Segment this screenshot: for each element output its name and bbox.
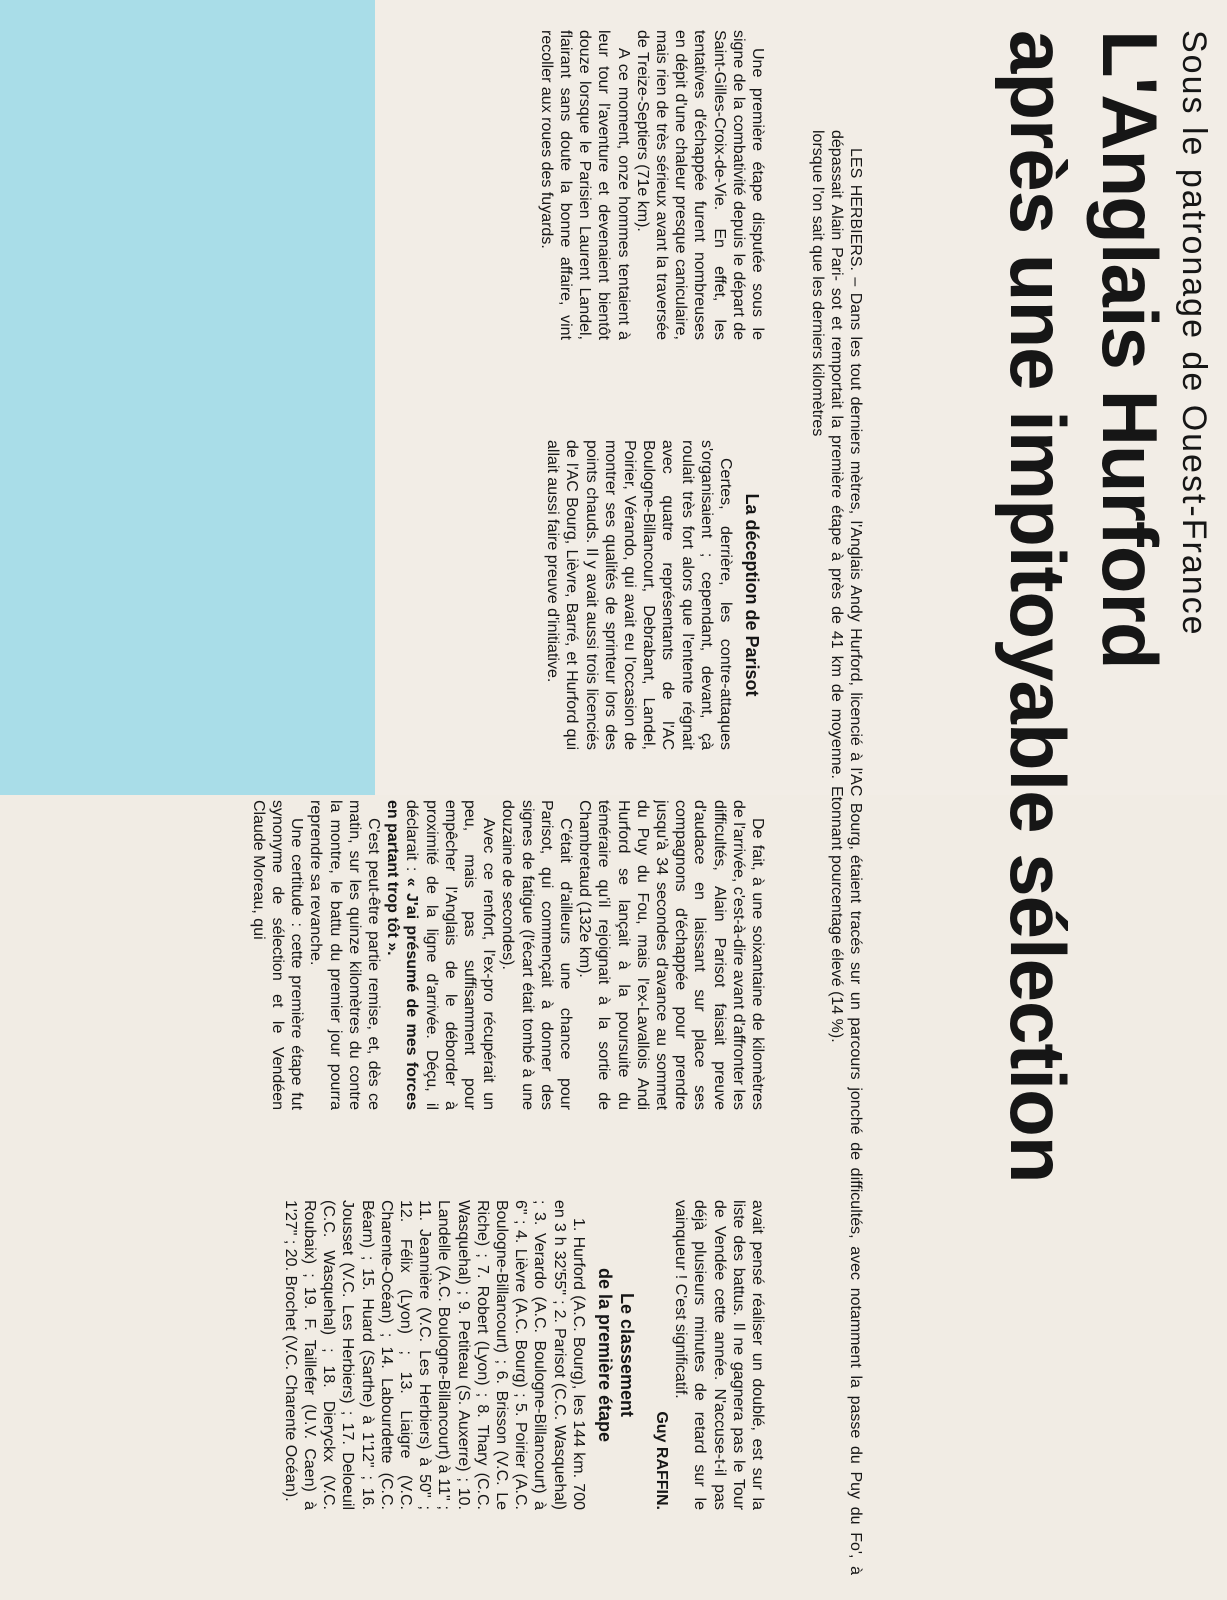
paragraph: C'est peut-être partie remise, et, dès ce matin, sur les quinze kilomètres du contre la montre, le battu du premier jour pourra reprendre sa revanche. xyxy=(307,800,382,1110)
column-3 xyxy=(0,800,767,1110)
quote: « J'ai présumé de mes forces en partant trop tôt ». xyxy=(384,800,421,1110)
paragraph: C'était d'ailleurs une chance pour Parisot, qui commençait à donner des signes de fatigue (l'écart était tombé à une douzaine de secondes). xyxy=(499,800,574,1110)
ranking-list: 1. Hurford (A.C. Bourg), les 144 km. 700 en 3 h 32'55" ; 2. Parisot (C.C. Wasquehal) ; 3. Verardo (A.C. Boulogne-Billancourt) à 6" ; 4. Lièvre (A.C. Bourg) ; 5. Poirier (A.C. Boulogne-Billancourt) ; 6. Brisson (V.C. Le Riche) ; 7. Robert (Lyon) ; 8. Thary (C.C. Wasquehal) ; 9. Petiteau (S. Auxerre) ; 10. Landelle (A.C. Boulogne-Billancourt) à 11" ; 11. Jeannière (V.C. Les Herbiers) à 50" ; 12. Félix (Lyon) ; 13. Liaigre (V.C. Charente-Océan) ; 14. Labourdette (C.C. Béarn) ; 15. Huard (Sarthe) à 1'12" ; 16. Jousset (V.C. Les Herbiers) ; 17. Deloeuil (C.C. Wasquehal) ; 18. Dieryckx (V.C. Roubaix) ; 19. F. Taillefer (U.V. Caen) à 1'27" ; 20. Brochet (V.C. Charente Océan). xyxy=(281,1200,587,1510)
subheading-premiere-etape: de la première étape xyxy=(594,1267,615,1443)
dateline: LES HERBIERS. – xyxy=(847,148,864,287)
lead-text-3: étaient tracés sur un parcours jonché de difficultés, avec notamment la passe du Puy du Fo', à pourcentage élevé (14 %). xyxy=(827,855,864,1575)
headline-line-2: après une impitoyable sélection xyxy=(994,30,1082,1183)
subheading-classement: Le classement xyxy=(616,1292,637,1418)
paragraph: Une certitude : cette première étape fut synonyme de sélection et le Vendéen Claude Moreau, qui xyxy=(249,800,306,1110)
paragraph: Une première étape disputée sous le signe de la combativité depuis le départ de Saint-Gilles-Croix-de-Vie. En effet, les tentatives d'échappée furent nombreuses en dépit d'une chaleur presque caniculaire, mais rien de très sérieux avant la traversée de Treize-Septiers (71e km). xyxy=(633,30,766,340)
headline-line-1: L'Anglais Hurford xyxy=(1086,30,1174,669)
paragraph: A ce moment, onze hommes tentaient à leur tour l'aventure et devenaient bientôt douze lorsque le Parisien Laurent Landel, flairant sans doute la bonne affaire, vint recoller aux roues des fuyards. xyxy=(537,30,632,340)
lead-paragraph xyxy=(785,130,865,850)
lead-paragraph-continued xyxy=(785,855,865,1575)
paragraph: avait pensé réaliser un doublé, est sur la liste des battus. Il ne gagnera pas le Tour de Vendée cette année. N'accuse-t-il pas déjà plusieurs minutes de retard sur le vainqueur ! C'est significatif. xyxy=(672,1200,766,1510)
column-1 xyxy=(427,30,767,340)
paragraph: Certes, derrière, les contre-attaques s'organisaient ; cependant, devant, çà roulait très fort alors que l'entente régnait avec quatre représentants de l'AC Boulogne-Billancourt, Debrabant, Landel, Poirier, Vérando, qui avait eu l'occasion de montrer ses qualités de sprinteur lors des points chauds. Il y avait aussi trois licenciés de l'AC Bourg, Lièvre, Barré, et Hurford qui allait aussi faire preuve d'initiative. xyxy=(544,440,734,750)
byline: Guy RAFFIN. xyxy=(652,1411,670,1510)
lead-text-1: Dans les tout derniers mètres, l'Anglais Andy Hurford, licencié à l'AC Bourg, dépassait Alain Pari- xyxy=(827,130,864,850)
lead-text-2: sot et remportait la première étape à près de 41 km de moyenne. Etonnant lorsque l'on sait que les derniers kilomètres xyxy=(808,130,845,850)
paragraph: Avec ce renfort, l'ex-pro récupérait un peu, mais pas suffisamment pour empêcher l'Anglais de le déborder à proximité de la ligne d'arrivée. Déçu, il déclarait : xyxy=(403,800,498,1110)
column-2 xyxy=(427,440,767,750)
supertitle: Sous le patronage de Ouest-France xyxy=(1175,30,1213,637)
column-4 xyxy=(0,1200,767,1510)
paragraph: De fait, à une soixantaine de kilomètres de l'arrivée, c'est-à-dire avant d'affronter les difficultés, Alain Parisot faisait preuve d'audace en laissant sur place ses compagnons d'échappée pour prendre jusqu'à 34 secondes d'avance au sommet du Puy du Fou, mais l'ex-Lavallois Andi Hurford se lançait à la poursuite du téméraire qu'il rejoignait à la sortie de Chambretaud (132e km). xyxy=(576,800,766,1110)
subheading-deception: La déception de Parisot xyxy=(742,493,762,697)
